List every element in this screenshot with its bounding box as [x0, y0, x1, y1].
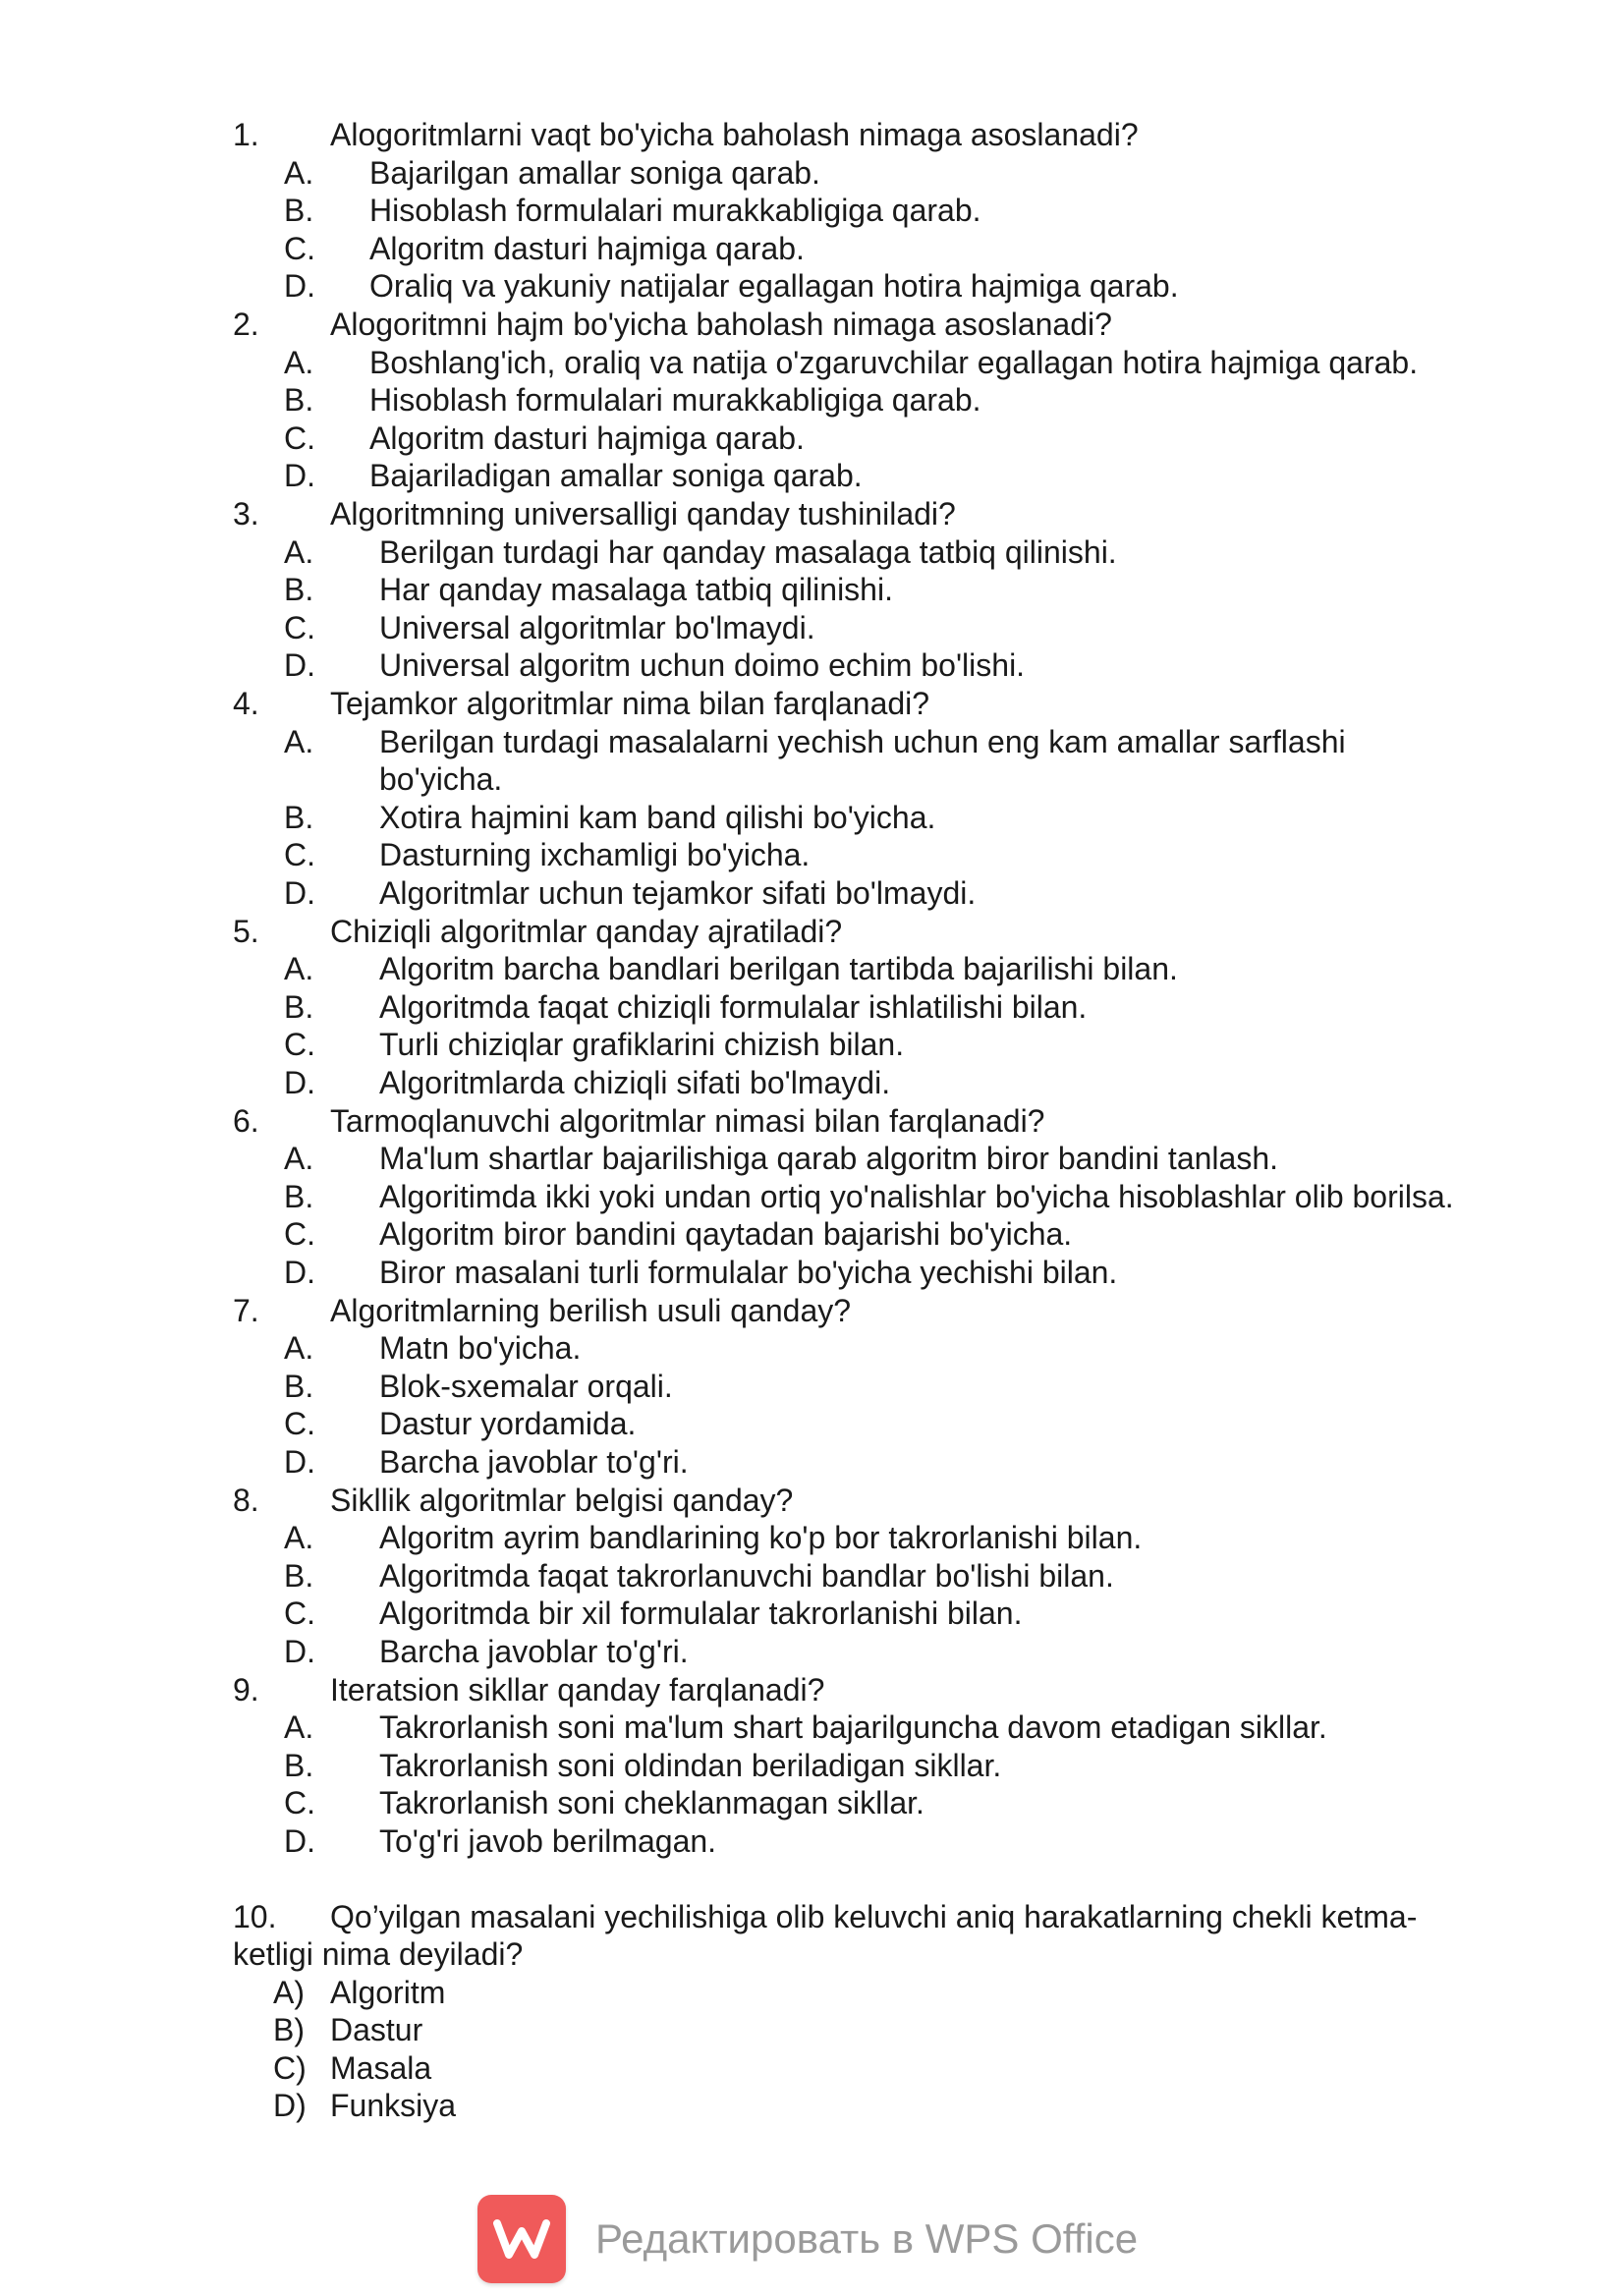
question-text: Iteratsion sikllar qanday farqlanadi?: [330, 1671, 825, 1708]
question-text: Alogoritmlarni vaqt bo'yicha baholash nimaga asoslanadi?: [330, 117, 1139, 152]
option-text: Matn bo'yicha.: [379, 1330, 582, 1367]
option-letter: D.: [284, 1634, 315, 1669]
option-text: Bajariladigan amallar soniga qarab.: [369, 458, 863, 494]
option-letter: B.: [284, 799, 314, 835]
option-letter: A.: [284, 951, 314, 987]
option-letter: D.: [284, 268, 315, 305]
option-text: Dastur yordamida.: [379, 1406, 637, 1442]
question-text: Algoritmning universalligi qanday tushiniladi?: [330, 496, 956, 532]
option-text: Algoritmda bir xil formulalar takrorlanishi bilan.: [379, 1596, 1023, 1632]
option-text: Turli chiziqlar grafiklarini chizish bilan.: [379, 1027, 905, 1063]
option-text: Berilgan turdagi masalalarni yechish uchun eng kam amallar sarflashi bo'yicha.: [379, 723, 1346, 797]
option-letter: D): [273, 2088, 307, 2123]
option-text: Algoritmlar uchun tejamkor sifati bo'lmaydi.: [379, 875, 977, 911]
option-letter: B.: [284, 382, 314, 419]
question-number: 5.: [233, 913, 259, 949]
option-letter: B.: [284, 1557, 314, 1594]
option-letter: D.: [284, 1444, 315, 1480]
option-text: Algoritm barcha bandlari berilgan tartibda bajarilishi bilan.: [379, 951, 1178, 987]
question-number: 3.: [233, 496, 259, 532]
question-text: Alogoritmni hajm bo'yicha baholash nimaga asoslanadi?: [330, 307, 1112, 342]
option-text: Masala: [330, 2050, 432, 2086]
option-letter: D.: [284, 1823, 315, 1859]
option-letter: C.: [284, 230, 315, 266]
option-letter: D.: [284, 1255, 315, 1290]
option-text: Algoritm biror bandini qaytadan bajarishi bo'yicha.: [379, 1216, 1073, 1253]
option-text: Universal algoritm uchun doimo echim bo'lishi.: [379, 647, 1026, 684]
option-letter: A.: [284, 344, 314, 380]
question-number: 1.: [233, 117, 259, 152]
question-text: Qo’yilgan masalani yechilishiga olib keluvchi aniq harakatlarning chekli ketma-: [330, 1899, 1418, 1934]
edit-in-wps-button[interactable]: [477, 2195, 1138, 2283]
option-text: Har qanday masalaga tatbiq qilinishi.: [379, 572, 893, 608]
option-letter: B): [273, 2012, 305, 2047]
option-text: Barcha javoblar to'g'ri.: [379, 1444, 689, 1480]
option-letter: C.: [284, 609, 315, 645]
option-letter: B.: [284, 193, 314, 229]
question-number: 2.: [233, 307, 259, 342]
option-letter: C.: [284, 1027, 315, 1063]
option-text: Takrorlanish soni ma'lum shart bajarilguncha davom etadigan sikllar.: [379, 1709, 1327, 1746]
option-letter: A.: [284, 1520, 314, 1556]
option-text: Dastur: [330, 2012, 423, 2047]
option-text: Hisoblash formulalari murakkabligiga qarab.: [369, 193, 981, 229]
option-text: Xotira hajmini kam band qilishi bo'yicha.: [379, 799, 936, 835]
option-text: Ma'lum shartlar bajarilishiga qarab algoritm biror bandini tanlash.: [379, 1141, 1278, 1177]
option-letter: C.: [284, 1785, 315, 1821]
option-letter: C.: [284, 1596, 315, 1632]
option-letter: D.: [284, 1065, 315, 1100]
option-text: Berilgan turdagi har qanday masalaga tatbiq qilinishi.: [379, 533, 1117, 570]
option-text: Algoritmlarda chiziqli sifati bo'lmaydi.: [379, 1065, 891, 1100]
option-letter: A.: [284, 154, 314, 191]
question-number: 9.: [233, 1671, 259, 1708]
option-text: Algoritm dasturi hajmiga qarab.: [369, 230, 805, 266]
option-text: Blok-sxemalar orqali.: [379, 1368, 673, 1404]
option-letter: C.: [284, 1216, 315, 1253]
option-letter: C.: [284, 420, 315, 456]
option-letter: C): [273, 2050, 307, 2086]
option-text: Algoritmda faqat chiziqli formulalar ishlatilishi bilan.: [379, 988, 1088, 1025]
question-text: Tarmoqlanuvchi algoritmlar nimasi bilan farqlanadi?: [330, 1102, 1045, 1139]
option-letter: C.: [284, 1406, 315, 1442]
option-text: Takrorlanish soni oldindan beriladigan sikllar.: [379, 1747, 1002, 1783]
option-text: Dasturning ixchamligi bo'yicha.: [379, 837, 811, 873]
option-text: Barcha javoblar to'g'ri.: [379, 1634, 689, 1669]
option-letter: A.: [284, 723, 314, 759]
option-letter: A.: [284, 1141, 314, 1177]
option-text: Oraliq va yakuniy natijalar egallagan hotira hajmiga qarab.: [369, 268, 1179, 305]
option-text: Boshlang'ich, oraliq va natija o'zgaruvchilar egallagan hotira hajmiga qarab.: [369, 344, 1419, 380]
option-text: Universal algoritmlar bo'lmaydi.: [379, 609, 815, 645]
question-text: Sikllik algoritmlar belgisi qanday?: [330, 1482, 794, 1518]
question-10-line2: ketligi nima deyiladi?: [233, 1936, 524, 1972]
option-text: Funksiya: [330, 2088, 457, 2123]
option-text: Bajarilgan amallar soniga qarab.: [369, 154, 820, 191]
option-text: To'g'ri javob berilmagan.: [379, 1823, 717, 1859]
option-letter: A.: [284, 1709, 314, 1746]
option-letter: B.: [284, 1747, 314, 1783]
option-letter: C.: [284, 837, 315, 873]
option-text: Algoritm: [330, 1975, 446, 2010]
option-text: Takrorlanish soni cheklanmagan sikllar.: [379, 1785, 924, 1821]
question-number: 7.: [233, 1292, 259, 1328]
option-letter: A): [273, 1975, 305, 2010]
question-number: 4.: [233, 686, 259, 721]
option-text: Algoritimda ikki yoki undan ortiq yo'nalishlar bo'yicha hisoblashlar olib borilsa.: [379, 1178, 1454, 1214]
question-text: Chiziqli algoritmlar qanday ajratiladi?: [330, 913, 843, 949]
question-number: 8.: [233, 1482, 259, 1518]
option-letter: B.: [284, 1178, 314, 1214]
question-number: 10.: [233, 1899, 277, 1934]
option-letter: D.: [284, 458, 315, 494]
wps-logo-icon: [477, 2195, 566, 2283]
question-text: Tejamkor algoritmlar nima bilan farqlanadi?: [330, 686, 930, 721]
question-text: Algoritmlarning berilish usuli qanday?: [330, 1292, 852, 1328]
option-text: Algoritm dasturi hajmiga qarab.: [369, 420, 805, 456]
question-number: 6.: [233, 1102, 259, 1139]
option-letter: D.: [284, 647, 315, 684]
option-letter: B.: [284, 1368, 314, 1404]
option-letter: A.: [284, 533, 314, 570]
option-text: Biror masalani turli formulalar bo'yicha yechishi bilan.: [379, 1255, 1118, 1290]
option-letter: A.: [284, 1330, 314, 1367]
option-letter: B.: [284, 988, 314, 1025]
edit-in-wps-label: Редактировать в WPS Office: [595, 2215, 1139, 2262]
option-letter: B.: [284, 572, 314, 608]
option-text: Algoritm ayrim bandlarining ko'p bor takrorlanishi bilan.: [379, 1520, 1143, 1556]
option-text: Algoritmda faqat takrorlanuvchi bandlar bo'lishi bilan.: [379, 1557, 1114, 1594]
option-text: Hisoblash formulalari murakkabligiga qarab.: [369, 382, 981, 419]
option-letter: D.: [284, 875, 315, 911]
